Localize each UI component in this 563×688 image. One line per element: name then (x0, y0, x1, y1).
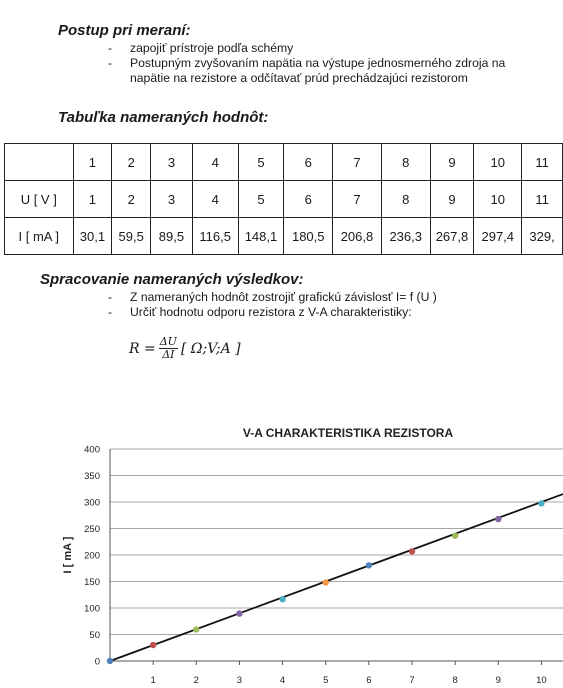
table-cell: 10 (474, 181, 522, 218)
formula-numerator: ΔU (159, 335, 177, 348)
table-cell: 267,8 (430, 218, 474, 255)
table-cell: 8 (381, 181, 430, 218)
x-tick-label: 7 (409, 675, 415, 686)
y-tick-label: 350 (84, 471, 100, 482)
y-tick-label: 100 (84, 603, 100, 615)
formula-denominator: ΔI (162, 348, 175, 361)
procedure-title: Postup pri meraní: (58, 22, 191, 39)
va-characteristic-chart (0, 418, 563, 688)
resistance-formula (129, 336, 241, 361)
table-cell: 5 (238, 144, 284, 181)
table-cell: 5 (238, 181, 284, 218)
x-tick-label: 10 (536, 675, 547, 686)
processing-item: - Určiť hodnotu odporu rezistora z V-A charakteristiky: (108, 305, 412, 319)
data-point (323, 579, 329, 585)
table-cell: 148,1 (238, 218, 284, 255)
table-cell: 6 (284, 181, 333, 218)
data-point (495, 516, 501, 522)
table-cell: 329, (522, 218, 563, 255)
table-title: Tabuľka nameraných hodnôt: (58, 109, 269, 126)
table-cell: 9 (430, 181, 474, 218)
table-cell: 7 (333, 181, 382, 218)
table-cell: 116,5 (192, 218, 238, 255)
data-point (193, 626, 199, 632)
data-point (107, 658, 113, 664)
table-row-current (5, 218, 563, 255)
chart-title: V-A CHARAKTERISTIKA REZISTORA (242, 426, 454, 440)
table-cell: 180,5 (284, 218, 333, 255)
table-cell: 59,5 (112, 218, 151, 255)
table-cell: 297,4 (474, 218, 522, 255)
x-tick-label: 9 (495, 675, 501, 686)
table-cell: 9 (430, 144, 474, 181)
table-cell: 3 (151, 144, 193, 181)
processing-item: - Z nameraných hodnôt zostrojiť grafickú závislosť I= f (U ) (108, 290, 437, 304)
series-line (110, 494, 563, 661)
table-cell: 6 (284, 144, 333, 181)
table-cell: 89,5 (151, 218, 193, 255)
table-cell: 206,8 (333, 218, 382, 255)
table-cell: 8 (381, 144, 430, 181)
table-cell: 30,1 (73, 218, 112, 255)
x-tick-label: 4 (279, 675, 286, 686)
data-point (538, 500, 544, 506)
y-tick-label: 150 (84, 577, 100, 588)
procedure-list (108, 41, 505, 86)
data-point (366, 562, 372, 568)
table-cell: 11 (522, 181, 563, 218)
table-row-voltage (5, 181, 563, 218)
processing-list (108, 290, 437, 320)
table-cell: 236,3 (381, 218, 430, 255)
y-tick-label: 250 (84, 524, 100, 535)
x-tick-label: 1 (150, 675, 156, 686)
processing-title: Spracovanie nameraných výsledkov: (40, 271, 304, 288)
x-tick-label: 5 (323, 675, 329, 686)
table-cell: 4 (192, 181, 238, 218)
table-cell: 11 (522, 144, 563, 181)
formula-fraction (159, 336, 178, 361)
x-tick-label: 2 (193, 675, 199, 686)
data-point (452, 533, 458, 539)
table-cell: U [ V ] (5, 181, 74, 218)
data-point (150, 642, 156, 648)
formula-lhs: R = (129, 340, 156, 357)
data-point (279, 596, 285, 602)
table-header-row (5, 144, 563, 181)
y-tick-label: 50 (89, 630, 100, 641)
procedure-item: - zapojiť prístroje podľa schémy (108, 41, 294, 55)
y-axis-label: I [ mA ] (62, 536, 74, 574)
table-cell: 1 (73, 181, 112, 218)
procedure-item: - Postupným zvyšovaním napätia na výstupe jednosmerného zdroja na (108, 56, 506, 70)
data-point (236, 610, 242, 616)
table-cell: 2 (112, 144, 151, 181)
x-tick-label: 6 (366, 675, 372, 686)
data-point (409, 548, 415, 554)
table-cell: 1 (73, 144, 112, 181)
formula-units: [ Ω;V;A ] (180, 340, 241, 357)
procedure-item-continuation: napätie na rezistore a odčítavať prúd prechádzajúci rezistorom (130, 71, 468, 85)
measurement-table (4, 143, 563, 255)
table-cell: 3 (151, 181, 193, 218)
table-cell: 7 (333, 144, 382, 181)
x-tick-label: 8 (452, 675, 458, 686)
table-cell: 2 (112, 181, 151, 218)
table-cell: 10 (474, 144, 522, 181)
y-tick-label: 200 (84, 550, 100, 562)
y-tick-label: 400 (84, 444, 100, 456)
y-tick-label: 300 (84, 497, 100, 509)
table-cell: I [ mA ] (5, 218, 74, 255)
table-cell (5, 144, 74, 181)
x-tick-label: 3 (236, 675, 243, 686)
table-cell: 4 (192, 144, 238, 181)
y-tick-label: 0 (94, 656, 100, 668)
